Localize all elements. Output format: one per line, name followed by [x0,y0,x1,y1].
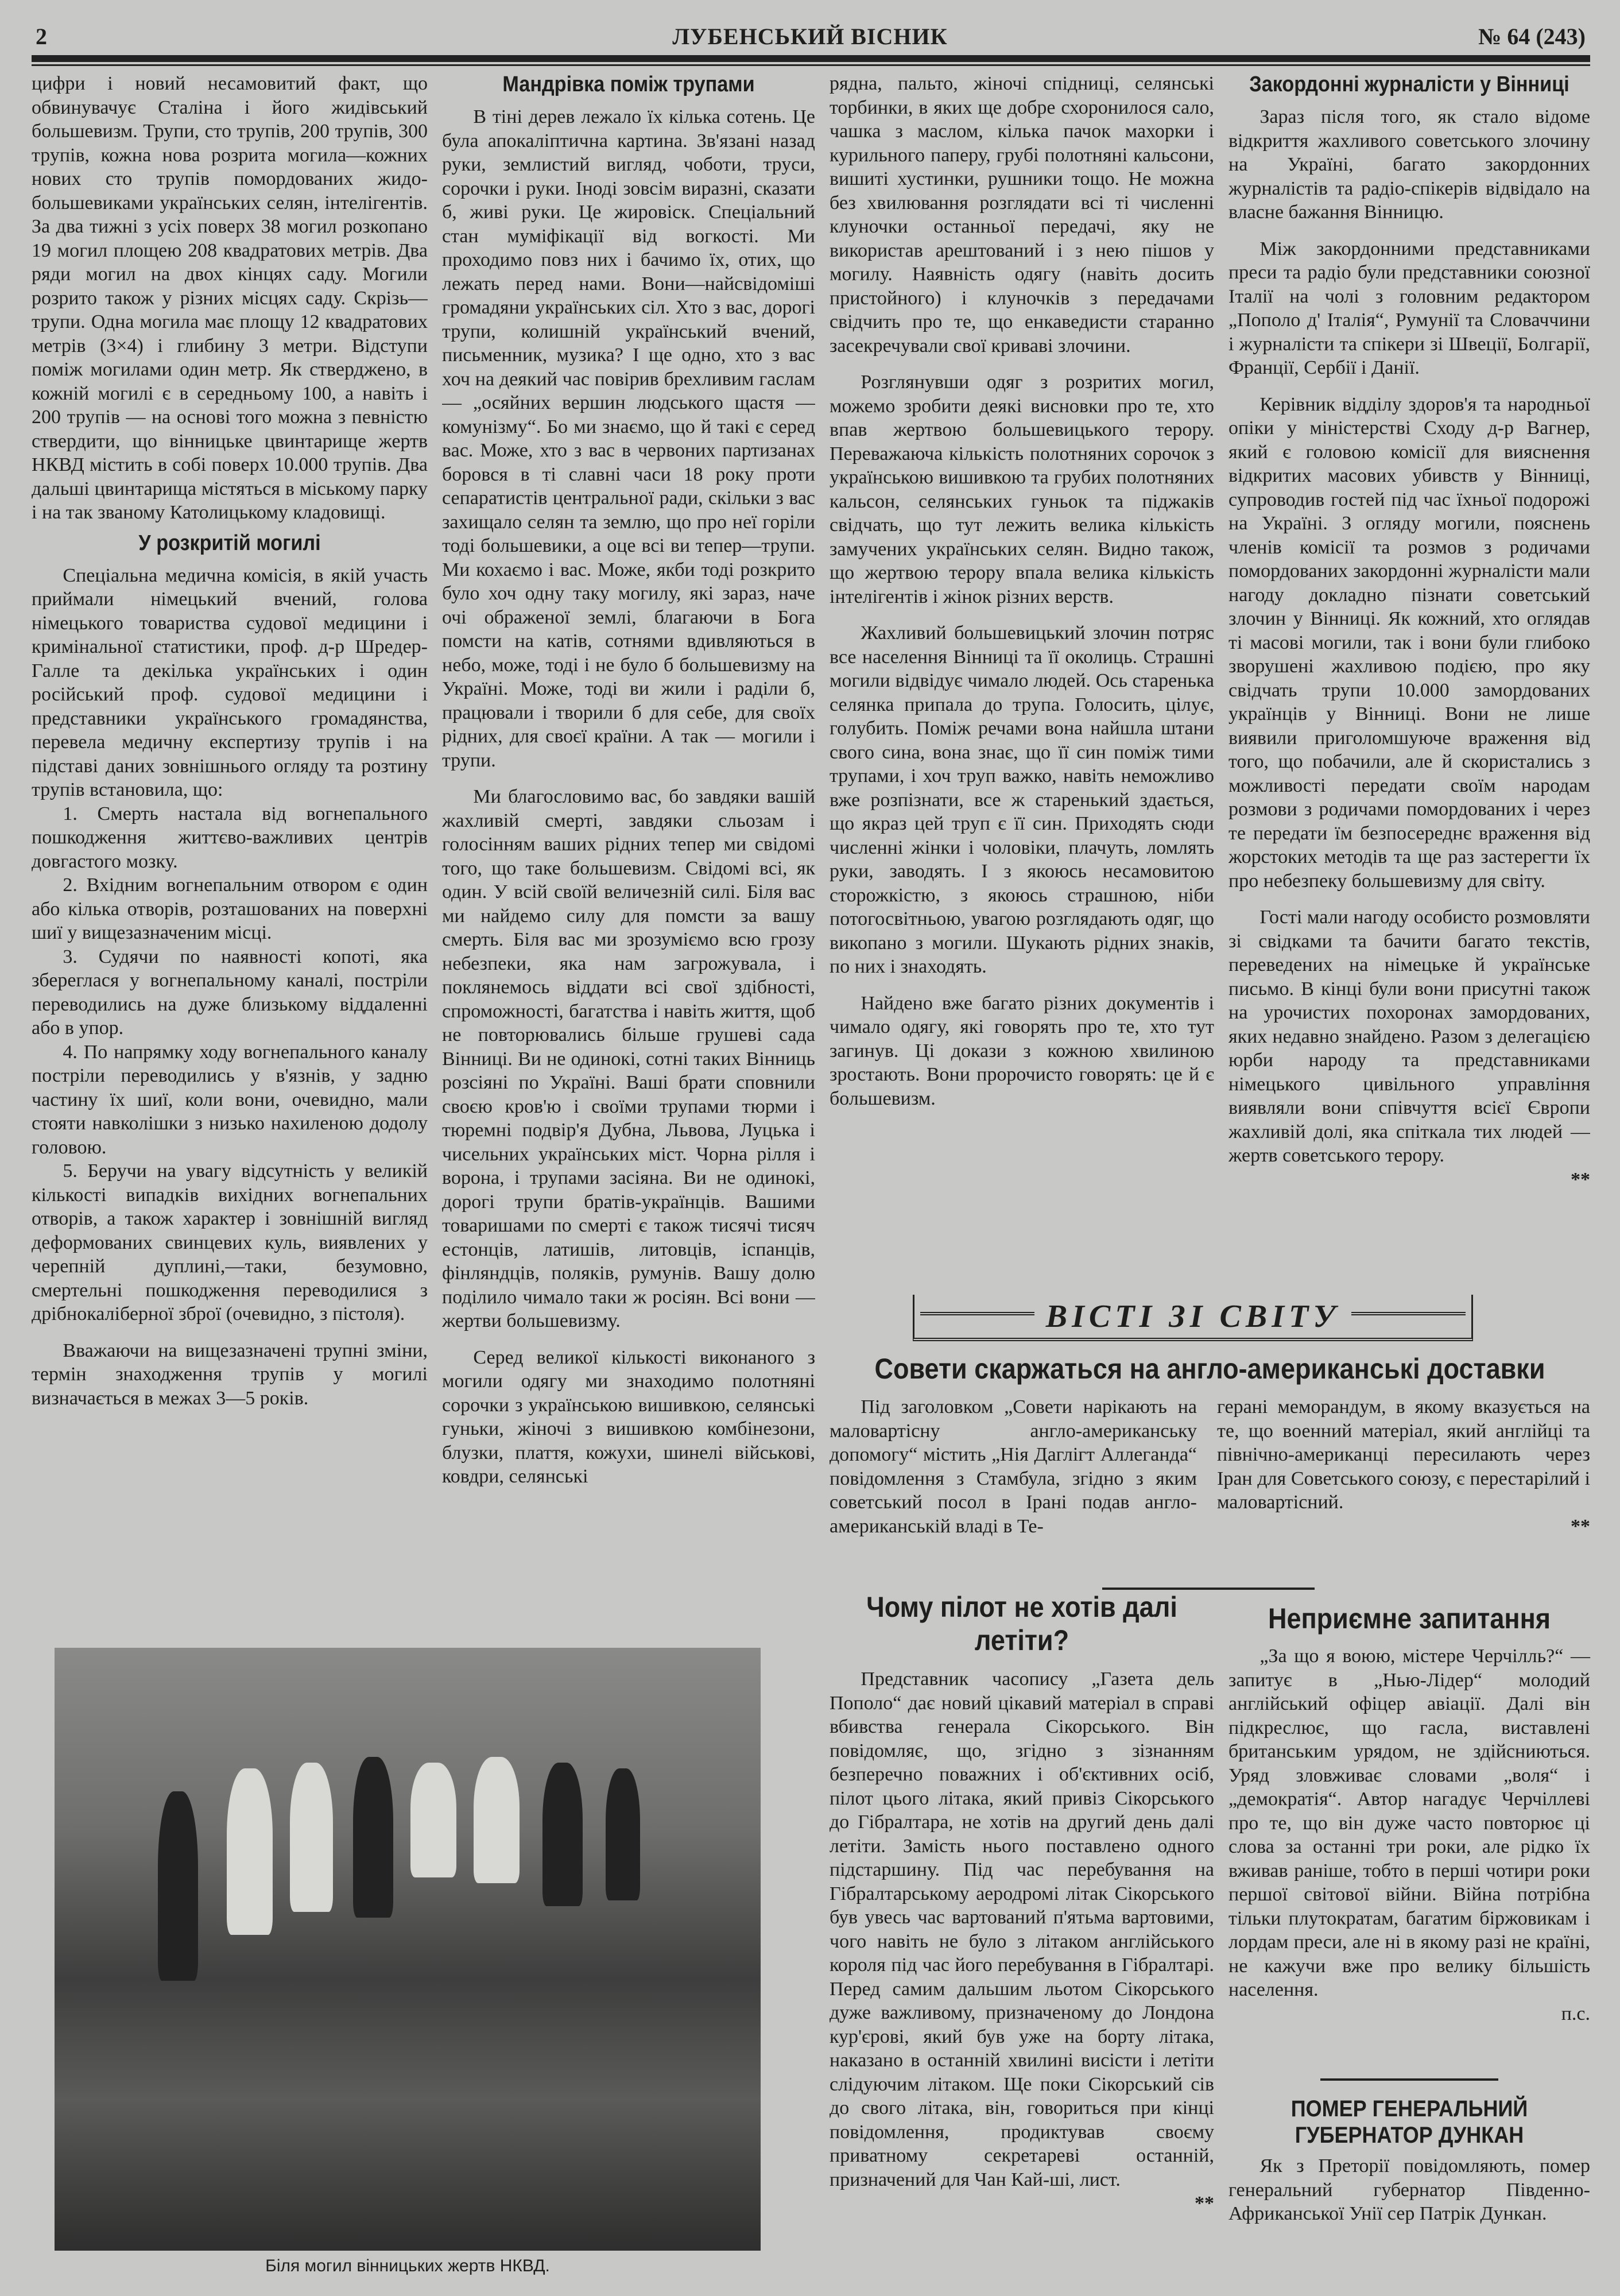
article-intro: цифри і новий несамовитий факт, що обвинувачує Сталіна і його жидівський большевизм. Трупи, сто трупів, 200 трупів, 300 трупів, кожна нова розрита могила—кожних нових сто трупів помордованих жидо-большевиками українських селян, інтелігентів. За два тижні з усіх поверх 38 могил розкопано 19 могил площею 208 квадратових метрів. Два ряди могил на двох кінцях саду. Могили розрито також у різних місцях саду. Скрізь—трупи. Одна могила має площу 12 квадратових метрів (3×4) і глибину 3 метри. Відступи поміж могилами один метр. Як стверджено, в кожній могилі є в середньому 100, а навіть і 200 трупів — на основі того можна з певністю ствердити, що вінницьке цвинтарище жертв НКВД містить в собі поверх 10.000 трупів. Два дальші цвинтарища містяться в міському парку і на так званому Католицькому кладовищі. [32,73,428,523]
paragraph: Ми благословимо вас, бо завдяки вашій жахливій смерті, завдяки сльозам і голосінням ваших рідних тепер ми свідомі того, що таке большевизм. Свідомі всі, як один. У всій своїй величезній силі. Біля вас ми найдемо силу для помсти за вашу смерть. Біля вас ми зрозуміємо всю грозу небезпеки, яка нам загрожувала, і поклянемось віддати всі свої здібності, спроможності, багатства і навіть життя, щоб не повторювались більше грушеві сада Вінниці. Ви не одинокі, сотні таких Вінниць розсіяні по Україні. Ваші брати сповнили своєю кров'ю і своїми трупами тюрми і тюремні подвір'я Дубна, Львова, Луцька і чисельних українських міст. Чорна рілля і ворона, і трупами засіяна. Ви не одинокі, дорогі трупи братів-українців. Вашими товаришами по смерті є також тисячі тисяч естонців, латишів, литовців, іспанців, фінляндців, поляків, румунів. Вашу долю поділило чимало таки ж росіян. Всі вони — жертви большевизму. [442,786,815,1331]
article-column-3 [830,72,1214,1283]
paragraph: Розглянувши одяг з розритих могил, можемо зробити деякі висновки про те, хто впав жертвою большевицького терору. Переважаюча кількість полотняних сорочок з українською вишивкою та грубих полотняних кальсон, селянських гуньок та піджаків свідчать, що тут лежить велика кількість замучених українських селян. Видно також, що жертвою терору впала велика кількість інтелігентів і жінок різних верств. [830,371,1214,607]
paragraph: Жахливий большевицький злочин потряс все населення Вінниці та її околиць. Страшні могили відвідує чимало людей. Ось старенька селянка припала до трупа. Голосить, цілує, голубить. Поміж речами вона найшла штани свого сина, вона знає, що її син поміж тими трупами, і хоч труп важко, навіть неможливо вже розпізнати, все ж старенький здається, що якраз цей труп є її син. Приходять сюди численні жінки і чоловіки, плачуть, ломлять руки, заводять. І з якоюсь несамовитою сторожкістю, з якоюсь страшною, ніби потогосвітньою, увагою розглядають одяг, що викопано з могили. Шукають рідних знаків, по них і знаходять. [830,622,1214,977]
paragraph: 4. По напрямку ходу вогнепального каналу постріли переводились у в'язнів, у задню частину їх шиї, коли вони, очевидно, мали стояти навколішки з низько нахиленою додолу головою. [32,1041,428,1158]
banner-title: ВІСТІ ЗІ СВІТУ [1034,1298,1351,1335]
divider [1102,1588,1315,1590]
soviets-text-left [830,1395,1197,1556]
section-heading: У розкритій могилі [138,531,321,555]
divider [1320,2078,1498,2081]
article-headline: ПОМЕР ГЕНЕРАЛЬНИЙ ГУБЕРНАТОР ДУНКАН [1290,2096,1528,2148]
soviets-text-right [1217,1395,1590,1567]
end-mark: ** [1571,1168,1590,1190]
paragraph: герані меморандум, в якому вказується на те, що военний матеріал, який англійці та північно-американці пересилають через Іран для Советського союзу, є перестарілий і маловартісний. [1217,1396,1590,1513]
paragraph: рядна, пальто, жіночі спідниці, селянські торбинки, в яких ще добре схоронилося сало, чашка з маслом, кілька пачок махорки і курильного паперу, грубі полотняні кальсони, вишиті хустинки, рушники тощо. Не можна без хвилювання розглядати всі ті численні клуночки останньої передачі, яку не використав арештований і з нею пішов у могилу. Наявність одягу (навіть досить пристойного) і клуночків з передачами свідчить про те, що енкаведисти старанно засекречували свої криваві злочини. [830,73,1214,357]
paragraph: Гості мали нагоду особисто розмовляти зі свідками та бачити багато текстів, переведених на німецьке й українське письмо. В кінці були вони присутні також на урочистих похоронах замордованих, яких недавно знайдено. Разом з делегацією юрби народу та представниками німецького цивільного управління виявляли вони співчуття всієї Європи жахливій долі, яка спіткала тих людей — жертв советського терору. [1228,907,1590,1166]
article-headline: Неприємне запитання [1268,1602,1551,1635]
paragraph: Між закордонними представниками преси та радіо були представники союзної Італії на чолі з головним редактором „Пополо д' Італія“, Румунії та Словаччини і журналісти та спікери зі Швеції, Болгарії, Франції, Сербії і Данії. [1228,238,1590,378]
photo-caption: Біля могил вінницьких жертв НКВД. [265,2256,550,2275]
paragraph: 5. Беручи на увагу відсутність у великій кількості випадків вихідних вогнепальних отворів, а також характер і зовнішній вигляд деформованих свинцевих куль, виявлених у черепній дуплині,—таки, безумовно, смертельні пошкодження переводилися з дрібнокаліберної зброї (очевидно, з пістоля). [32,1160,428,1325]
issue-number: № 64 (243) [1478,24,1586,49]
page-number: 2 [36,24,47,49]
paragraph: Як з Преторії повідомляють, помер генеральний губернатор Південно-Африканської Унії сер Патрік Дункан. [1228,2155,1590,2224]
paragraph: Представник часопису „Газета дель Пополо“ дає новий цікавий матеріал в справі вбивства генерала Сікорського. Він повідомляє, що, згідно з зізнанням безперечно поважних і об'єктивних осіб, пілот цього літака, який привіз Сікорського до Гібралтара, не хотів на другий день далі летіти. Замість нього поставлено одного підстаршину. Під час перебування на Гібралтарському аеродромі літак Сікорського був увесь час вартований п'ятьма вартовими, чого навіть не було з літаком англійського короля під час його перебування в Гібралтарі. Перед самим дальшим льотом Сікорського дуже важливому, призначеному до Лондона кур'єрові, який був уже на борту літака, наказано в останній хвилині висісти і летіти слідуючим літаком. Ще поки Сікорський сів до свого літака, він, говориться при кінці повідомлення, продиктував своєму приватному секретареві останній, призначений для Чан Кай-ші, лист. [830,1668,1214,2190]
paragraph: Вважаючи на вищезазначені трупні зміни, термін знаходження трупів у могилі визначається в межах 3—5 років. [32,1339,428,1409]
header-rule-thin [32,64,1590,66]
news-section-banner [913,1295,1473,1341]
paragraph: 3. Судячи по наявності копоті, яка збереглася у вогнепальному каналі, постріли переводились на дуже близькому віддаленні або в упор. [32,946,428,1039]
signature: п.с. [1561,2003,1590,2024]
article-headline: Совети скаржаться на англо-американські доставки [874,1353,1545,1385]
paragraph: 2. Вхідним вогнепальним отвором є один або кілька отворів, розташованих на поверхні шиї у вищезазначеним місці. [32,874,428,943]
paragraph: Серед великої кількості виконаного з могили одягу ми знаходимо полотняні сорочки з українською вишивкою, селянські гуньки, жіночі з вишивкою комбінезони, блузки, плаття, кожухи, шинелі військові, ковдри, селянські [442,1346,815,1487]
end-mark: ** [1195,2193,1214,2214]
photo-grave-site [55,1648,761,2251]
article-column-2 [442,72,815,1599]
section-heading: Закордонні журналісти у Вінниці [1249,72,1569,96]
duncan-article [1228,2096,1590,2291]
end-mark: ** [1571,1515,1590,1537]
article-column-1 [32,72,428,1599]
paragraph: Спеціальна медична комісія, в якій участь приймали німецький вчений, голова німецького товариства судової медицини і кримінальної статистики, проф. д-р Шредер-Галле та декілька українських і один російський проф. судової медицини і представники українського громадянства, перевела медичну експертизу трупів і на підставі даних зовнішнього огляду та розтину трупів встановила, що: [32,564,428,800]
paragraph: „За що я воюю, містере Черчілль?“ — запитує в „Нью-Лідер“ молодий англійський офіцер авіації. Далі він підкреслює, що гасла, виставлені британським урядом, не здійсниються. Уряд зловживає словами „воля“ і „демократія“. Автор нагадує Черчіллеві про те, що він дуже часто повторює ці слова за останні три роки, але рідко їх вживав раніше, тобто в перші чотири роки першої світової війни. Війна потрібна тільки плутократам, багатим біржовикам і лордам преси, але ні в якому разі не країні, не кажучи вже про велику більшість населення. [1228,1645,1590,2000]
newspaper-title: ЛУБЕНСЬКИЙ ВІСНИК [672,24,948,49]
article-column-4 [1228,72,1590,1289]
header-rule [32,55,1590,62]
section-heading: Мандрівка поміж трупами [502,72,755,96]
pilot-article [830,1590,1214,2279]
paragraph: Найдено вже багато різних документів і чимало одягу, які говорять про те, хто тут загинув. Ці докази з кожною хвилиною зростають. Вони пророчисто говорять: це й є большевизм. [830,992,1214,1109]
paragraph: Зараз після того, як стало відоме відкриття жахливого советського злочину на Україні, багато закордонних журналістів та радіо-спікерів відвідало на власне бажання Вінницю. [1228,106,1590,223]
paragraph: В тіні дерев лежало їх кілька сотень. Це була апокаліптична картина. Зв'язані назад руки, землистий вигляд, чоботи, труси, сорочки і руки. Іноді зовсім виразні, сказати б, живі руки. Це жировіск. Спеціальний стан муміфікації від вогкості. Ми проходимо повз них і бачимо їх, отих, що лежать перед нами. Вони—найсвідоміші громадяни українських сіл. Хто з вас, дорогі трупи, колишній український вчений, письменник, музика? І ще одно, хто з вас хоч на деякий час повірив брехливим гаслам — „осяйних вершин людського щастя — комунізму“. Бо ми знаємо, що й такі є серед вас. Може, хто з вас в червоних партизанах боровся в ті славні часи 18 року проти сепаратистів центральної ради, скільки з вас захищало селян та землю, що про неї горіли тоді большевики, а оце всі ви тепер—трупи. Ми кохаємо і вас. Може, якби тоді розкрито було хоч одну таку могилу, які зараз, наче очі ображеної землі, благаючи в Бога помсти на катів, сотнями вдивляються в небо, може, тоді і не було б большевизму на Україні. Може, тоді ви жили і раділи б, працювали і творили б для себе, для своїх рідних, для своєї країни. А так — могили і трупи. [442,106,815,771]
article-headline: Чому пілот не хотів далі летіти? [866,1591,1177,1656]
question-article [1228,1602,1590,2073]
paragraph: Під заголовком „Совети нарікають на маловартісну англо-американську допомогу“ містить „Нія Даглігт Аллеганда“ повідомлення з Стамбула, згідно з яким советський посол в Ірані подав англо-американській владі в Те- [830,1396,1197,1537]
paragraph: Керівник відділу здоров'я та народньої опіки у міністерстві Сходу д-р Вагнер, який є головою комісії для вияснення відкритих масових убивств у Вінниці, супроводив гостей під час їхньої подорожі на Україні. З огляду могили, пояснень членів комісії та розмов з родичами помордованих закордонні журналісти мали нагоду докладно пізнати советський злочин у Вінниці. Як кожний, хто оглядав ті масові могили, так і вони були глибоко зворушені жахливою подією, про яку свідчать трупи 10.000 замордованих українців у Вінниці. Вони не лише виявили приголомшуюче враження від того, що побачили, але й скористались з можливості передати своїм народам розмови з родичами помордованих і через те передати їм безпосереднє враження від жорстоких методів та ще раз застерегти їх про небезпеку большевизму для світу. [1228,393,1590,892]
paragraph: 1. Смерть настала від вогнепального пошкодження життєво-важливих центрів довгастого мозку. [32,803,428,872]
